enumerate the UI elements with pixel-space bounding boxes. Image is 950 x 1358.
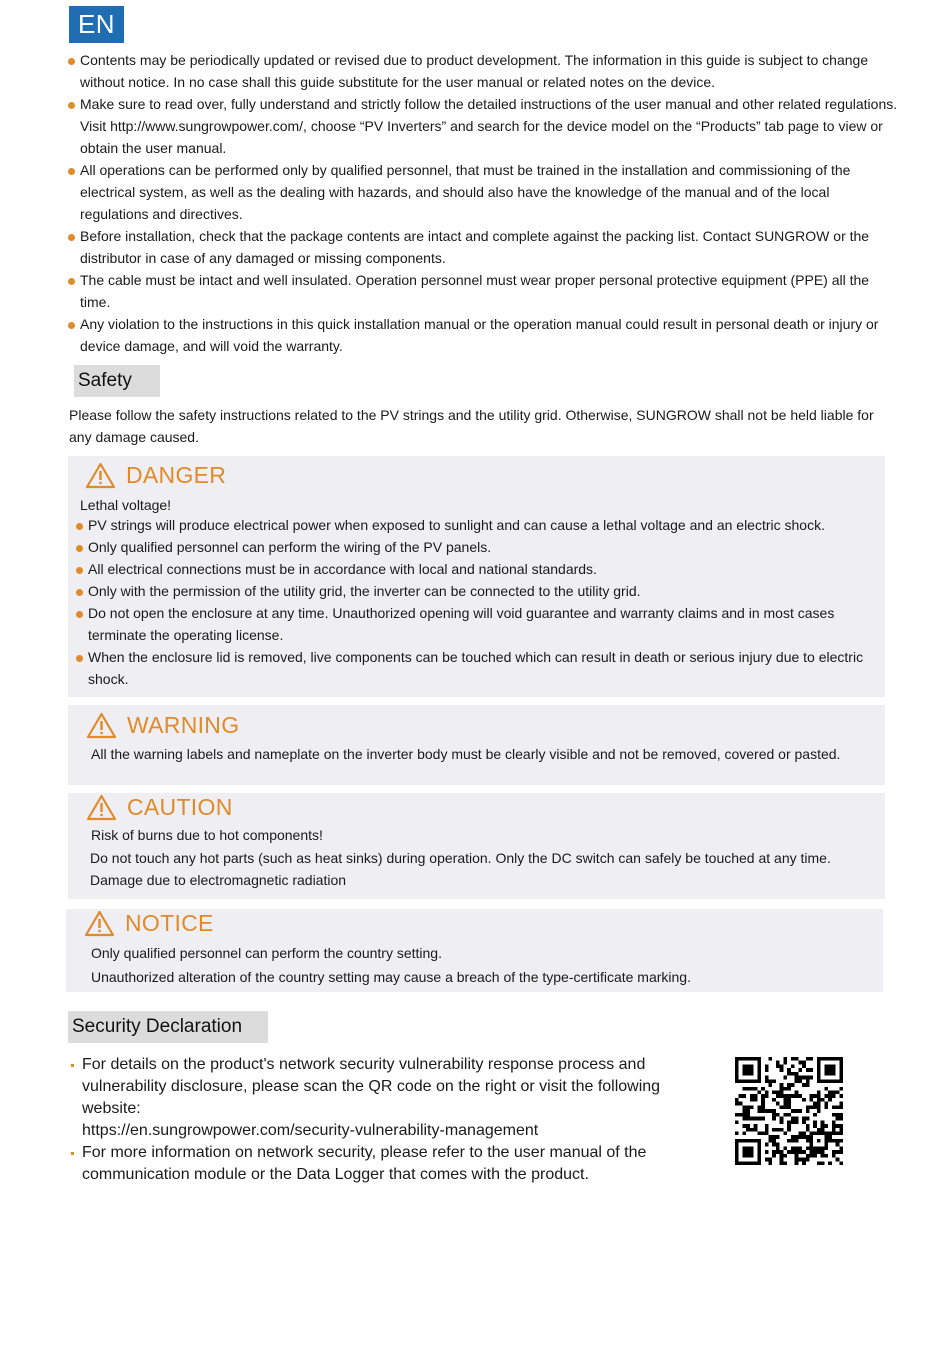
warning-triangle-icon bbox=[86, 712, 117, 739]
list-item bbox=[68, 1142, 708, 1186]
list-item bbox=[68, 269, 898, 313]
list-item bbox=[76, 558, 876, 580]
danger-lead: Lethal voltage! bbox=[80, 497, 172, 513]
list-item-text: All operations can be performed only by qualified personnel, that must be trained in the installation and commissioning of the electrical system, as well as the dealing with hazards, and should also have the knowledge of the manual and of the local regulations and directives. bbox=[80, 162, 851, 222]
security-url-link[interactable]: https://en.sungrowpower.com/security-vulnerability-management bbox=[82, 1122, 539, 1139]
bullet-icon bbox=[71, 1152, 74, 1155]
bullet-icon bbox=[76, 567, 83, 574]
list-item bbox=[68, 1054, 708, 1142]
bullet-icon bbox=[68, 102, 75, 109]
warning-text: All the warning labels and nameplate on the inverter body must be clearly visible and not be removed, covered or pasted. bbox=[91, 746, 841, 762]
safety-intro: Please follow the safety instructions related to the PV strings and the utility grid. Otherwise, SUNGROW shall not be held liable for any damage caused. bbox=[69, 407, 874, 445]
bullet-icon bbox=[68, 322, 75, 329]
notice-line: Unauthorized alteration of the country setting may cause a breach of the type-certificate marking. bbox=[91, 969, 691, 985]
bullet-icon bbox=[68, 278, 75, 285]
warning-triangle-icon bbox=[84, 910, 115, 937]
notice-label: NOTICE bbox=[125, 910, 214, 936]
qr-code-image bbox=[735, 1057, 843, 1165]
list-item bbox=[68, 159, 898, 225]
list-item-text: All electrical connections must be in accordance with local and national standards. bbox=[88, 561, 597, 577]
bullet-icon bbox=[76, 523, 83, 530]
list-item-text: When the enclosure lid is removed, live components can be touched which can result in death or serious injury due to electric shock. bbox=[88, 649, 864, 687]
bullet-icon bbox=[68, 168, 75, 175]
list-item bbox=[68, 93, 898, 159]
caution-line: Damage due to electromagnetic radiation bbox=[90, 872, 347, 888]
list-item bbox=[76, 646, 876, 690]
bullet-icon bbox=[76, 655, 83, 662]
warning-box bbox=[68, 705, 885, 785]
bullet-icon bbox=[76, 589, 83, 596]
list-item-text: The cable must be intact and well insulated. Operation personnel must wear proper personal protective equipment (PPE) all the time. bbox=[80, 272, 870, 310]
list-item-text: Do not open the enclosure at any time. Unauthorized opening will void guarantee and warranty claims and in most cases terminate the operating license. bbox=[88, 605, 835, 643]
bullet-icon bbox=[76, 545, 83, 552]
danger-box bbox=[68, 456, 885, 697]
list-item-text: For details on the product's network security vulnerability response process and vulnerability disclosure, please scan the QR code on the right or visit the following website: bbox=[82, 1056, 661, 1117]
caution-box bbox=[68, 793, 885, 899]
caution-line: Do not touch any hot parts (such as heat sinks) during operation. Only the DC switch can safely be touched at any time. bbox=[90, 850, 831, 866]
list-item-text: Any violation to the instructions in this quick installation manual or the operation manual could result in personal death or injury or device damage, and will void the warranty. bbox=[80, 316, 879, 354]
list-item bbox=[68, 49, 898, 93]
warning-triangle-icon bbox=[85, 462, 116, 489]
warning-triangle-icon bbox=[86, 794, 117, 821]
list-item bbox=[76, 580, 876, 602]
list-item-text: Contents may be periodically updated or revised due to product development. The information in this guide is subject to change without notice. In no case shall this guide substitute for the user manual or related notes on the device. bbox=[80, 52, 869, 90]
danger-title bbox=[85, 462, 226, 489]
caution-label: CAUTION bbox=[127, 794, 233, 820]
list-item-text: Make sure to read over, fully understand and strictly follow the detailed instructions of the user manual and other related regulations. Visit http://www.sungrowpower.com/, choose “PV Inverters” and search for the device model on the “Products” tab page to view or obtain the user manual. bbox=[80, 96, 898, 156]
bullet-icon bbox=[76, 611, 83, 618]
security-declaration-heading: Security Declaration bbox=[68, 1011, 268, 1043]
list-item bbox=[68, 225, 898, 269]
security-list bbox=[68, 1054, 708, 1186]
list-item-text: Only qualified personnel can perform the wiring of the PV panels. bbox=[88, 539, 492, 555]
notice-line: Only qualified personnel can perform the country setting. bbox=[91, 945, 442, 961]
list-item-text: For more information on network security, please refer to the user manual of the communication module or the Data Logger that comes with the product. bbox=[82, 1144, 647, 1183]
caution-line: Risk of burns due to hot components! bbox=[91, 827, 323, 843]
list-item bbox=[68, 313, 898, 357]
language-tag: EN bbox=[69, 6, 124, 43]
list-item bbox=[76, 514, 876, 536]
intro-list bbox=[68, 49, 898, 357]
warning-label: WARNING bbox=[127, 712, 240, 738]
notice-title bbox=[84, 910, 214, 937]
list-item bbox=[76, 536, 876, 558]
safety-heading: Safety bbox=[74, 365, 160, 397]
bullet-icon bbox=[68, 58, 75, 65]
danger-label: DANGER bbox=[126, 462, 227, 488]
list-item-text: Only with the permission of the utility grid, the inverter can be connected to the utility grid. bbox=[88, 583, 641, 599]
bullet-icon bbox=[71, 1064, 74, 1067]
notice-box bbox=[66, 909, 883, 992]
list-item-text: Before installation, check that the package contents are intact and complete against the packing list. Contact SUNGROW or the distributor in case of any damaged or missing components. bbox=[80, 228, 870, 266]
bullet-icon bbox=[68, 234, 75, 241]
list-item bbox=[76, 602, 876, 646]
danger-list bbox=[76, 514, 876, 690]
list-item-text: PV strings will produce electrical power when exposed to sunlight and can cause a lethal voltage and an electric shock. bbox=[88, 517, 825, 533]
warning-title bbox=[86, 712, 239, 739]
caution-title bbox=[86, 794, 233, 821]
